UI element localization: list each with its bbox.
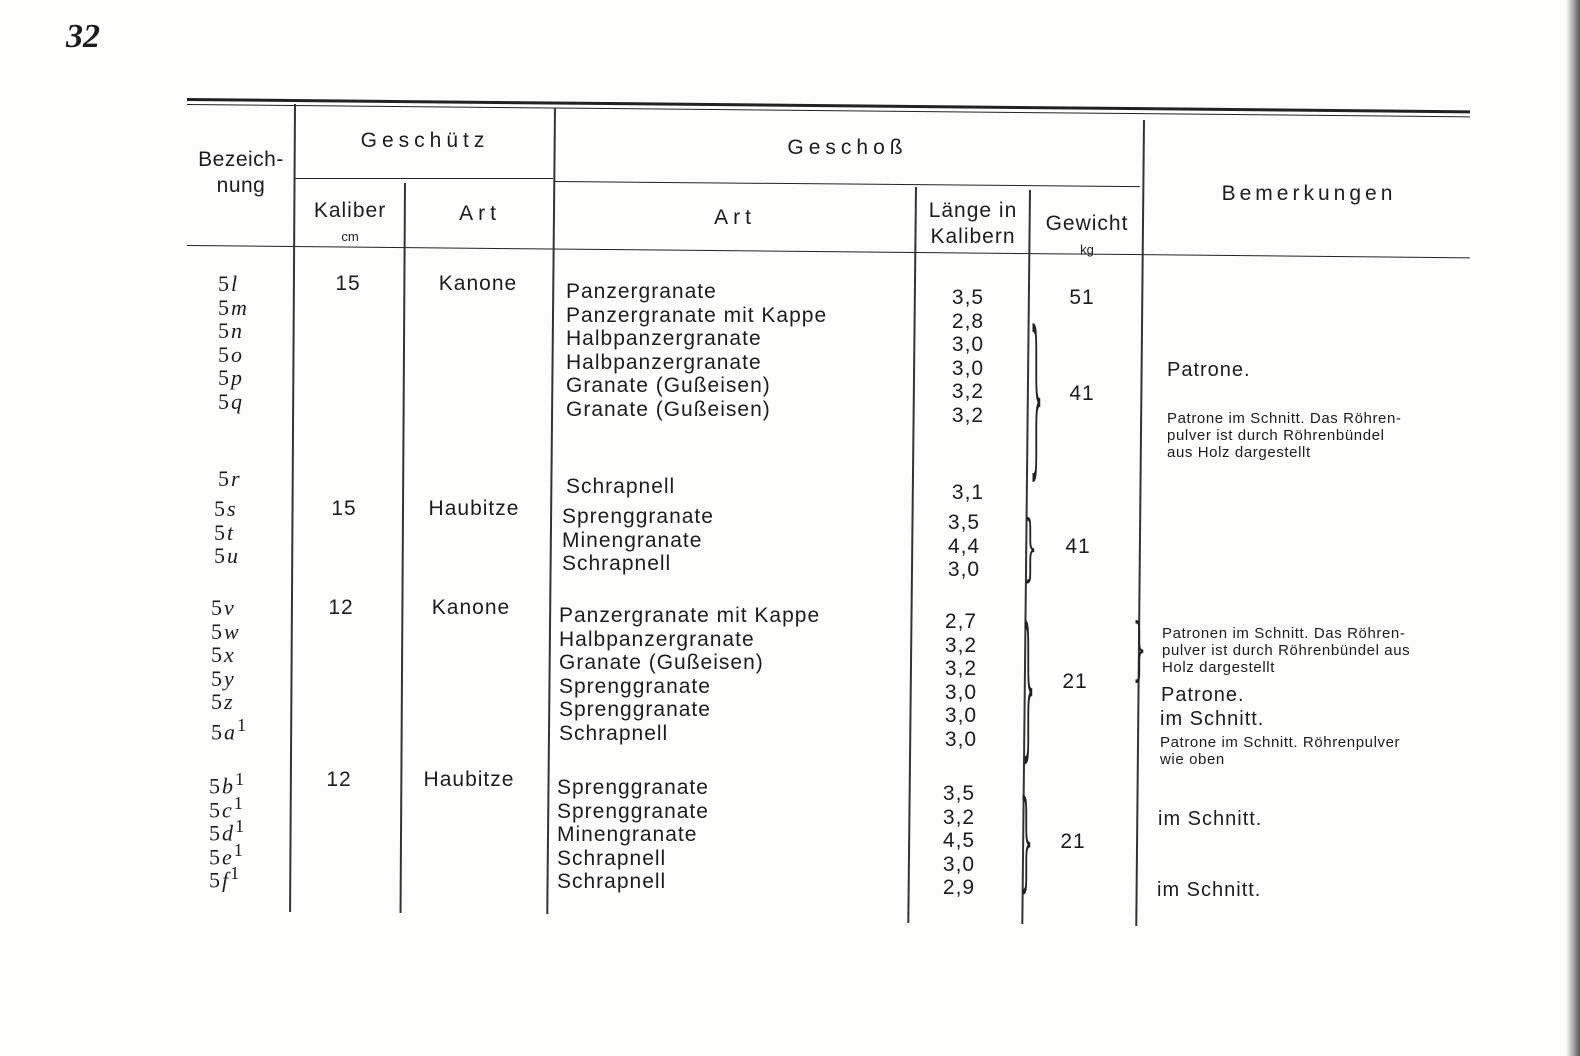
kaliber-value: 15 (331, 497, 357, 520)
header-bezeichnung: Bezeich- nung (198, 148, 284, 197)
page-number: 32 (66, 18, 100, 55)
designation-code: 5w (211, 618, 241, 644)
brace-group3: } (1022, 598, 1035, 778)
projectile-type: Granate (Gußeisen) (559, 651, 764, 675)
designation-code: 5l (218, 271, 240, 296)
kaliber-value: 15 (335, 272, 361, 295)
remark-8: im Schnitt. (1157, 879, 1262, 901)
length-value: 3,2 (942, 805, 976, 829)
gewicht-unit: kg (1080, 242, 1094, 257)
page-edge-shadow (1566, 0, 1580, 1056)
col-divider-2 (400, 183, 406, 913)
length-value: 3,0 (944, 680, 978, 704)
header-geschoss: Geschoß (787, 136, 908, 159)
brace-group2: } (1024, 506, 1037, 590)
projectile-type: Schrapnell (557, 846, 667, 870)
designation-code: 5t (214, 519, 236, 545)
projectile-type: Granate (Gußeisen) (566, 374, 771, 398)
projectile-type: Sprenggranate (557, 799, 709, 823)
projectile-type: Schrapnell (559, 722, 669, 745)
weight-value: 21 (1060, 830, 1086, 853)
geschoss-underline (555, 181, 1140, 187)
geschuetz-art-value: Kanone (431, 596, 511, 619)
length-value: 3,0 (951, 356, 985, 380)
designation-code: 5m (218, 294, 249, 320)
length-value: 4,5 (942, 829, 976, 853)
projectile-type: Sprenggranate (562, 505, 714, 528)
header-bemerkungen: Bemerkungen (1221, 182, 1397, 205)
geschuetz-underline (295, 178, 553, 179)
weight-value: 21 (1062, 670, 1088, 693)
length-value: 3,2 (951, 380, 985, 404)
header-geschoss-art: Art (714, 206, 756, 229)
length-value: 2,9 (942, 876, 976, 900)
length-value: 3,1 (951, 481, 985, 505)
header-laenge: Länge in Kalibern (928, 199, 1018, 248)
projectile-type: Sprenggranate (559, 698, 711, 722)
col-divider-3 (546, 108, 555, 914)
weight-value: 41 (1069, 382, 1095, 405)
length-value: 3,0 (947, 558, 981, 582)
remark-2: Patrone im Schnitt. Das Röhren- pulver ist durch Röhrenbündel aus Holz dargestellt (1167, 410, 1402, 461)
length-value: 2,7 (944, 610, 978, 633)
projectile-type: Sprenggranate (559, 674, 711, 698)
designation-code: 5o (218, 341, 244, 367)
designation-code: 5p (218, 365, 244, 391)
designation-code: $5c^1$ (209, 792, 245, 822)
brace-group4: } (1020, 779, 1033, 905)
designation-code: 5z (211, 689, 235, 715)
kaliber-value: 12 (326, 768, 352, 791)
length-value: 3,2 (944, 633, 978, 657)
col-divider-4 (907, 187, 916, 923)
designation-code: 5y (211, 665, 236, 691)
designation-code: 5u (214, 543, 240, 569)
designation-code: 5v (211, 595, 236, 620)
length-value: 3,5 (942, 782, 976, 805)
projectile-type: Halbpanzergranate (566, 350, 762, 374)
header-kaliber (296, 198, 404, 250)
projectile-type: Panzergranate (566, 280, 717, 303)
designation-code: 5s (214, 496, 238, 521)
designation-code: $5f^1$ (209, 863, 242, 893)
designation-code: $5d^1$ (209, 816, 247, 846)
projectile-type: Granate (Gußeisen) (566, 398, 771, 421)
length-value: 3,2 (944, 657, 978, 681)
projectile-type: Minengranate (557, 823, 698, 847)
remark-5: im Schnitt. (1160, 708, 1265, 730)
length-value: 3,2 (951, 404, 985, 427)
length-value: 3,0 (942, 852, 976, 876)
projectile-type: Panzergranate mit Kappe (559, 604, 821, 627)
length-value: 3,0 (951, 333, 985, 357)
length-value: 4,4 (947, 534, 981, 558)
projectile-type: Halbpanzergranate (559, 627, 755, 651)
length-value: 3,5 (951, 286, 985, 309)
geschuetz-art-value: Kanone (438, 272, 518, 295)
col-divider-1 (289, 104, 295, 912)
projectile-type: Schrapnell (566, 475, 676, 499)
remark-1: Patrone. (1167, 359, 1251, 381)
kaliber-label: Kaliber (313, 199, 387, 222)
header-geschuetz-art: Art (459, 202, 501, 225)
remark-7: im Schnitt. (1158, 808, 1263, 830)
projectile-type: Minengranate (562, 528, 703, 552)
designation-code: 5r (218, 466, 242, 492)
length-value: 3,0 (944, 704, 978, 728)
length-value: 2,8 (951, 309, 985, 333)
weight-value: 51 (1069, 286, 1095, 309)
geschuetz-art-value: Haubitze (428, 497, 520, 520)
header-geschuetz: Geschütz (360, 129, 490, 152)
kaliber-value: 12 (328, 596, 354, 619)
projectile-type: Panzergranate mit Kappe (566, 303, 828, 327)
remark-4: Patrone. (1161, 684, 1245, 706)
length-value: 3,5 (947, 511, 981, 534)
weight-value: 41 (1065, 535, 1091, 558)
projectile-type: Schrapnell (557, 870, 667, 894)
designation-code: $5a^1$ (211, 715, 249, 745)
designation-code: 5x (211, 642, 236, 668)
kaliber-unit: cm (341, 229, 359, 244)
gewicht-label: Gewicht (1045, 212, 1129, 235)
designation-code: 5q (218, 389, 244, 414)
designation-code: $5b^1$ (209, 769, 247, 799)
brace-remark: } (1133, 610, 1146, 690)
brace-group1: } (1030, 299, 1043, 497)
geschuetz-art-value: Haubitze (423, 768, 515, 791)
remark-6: Patrone im Schnitt. Röhrenpulver wie oben (1160, 734, 1401, 768)
length-value: 3,0 (944, 728, 978, 751)
projectile-type: Sprenggranate (557, 776, 709, 799)
designation-code: 5n (218, 318, 244, 344)
header-gewicht (1031, 211, 1143, 263)
projectile-type: Schrapnell (562, 552, 672, 576)
remark-3: Patronen im Schnitt. Das Röhren- pulver ist durch Röhrenbündel aus Holz dargestellt (1162, 625, 1411, 676)
designation-code: $5e^1$ (209, 839, 245, 870)
projectile-type: Halbpanzergranate (566, 327, 762, 351)
